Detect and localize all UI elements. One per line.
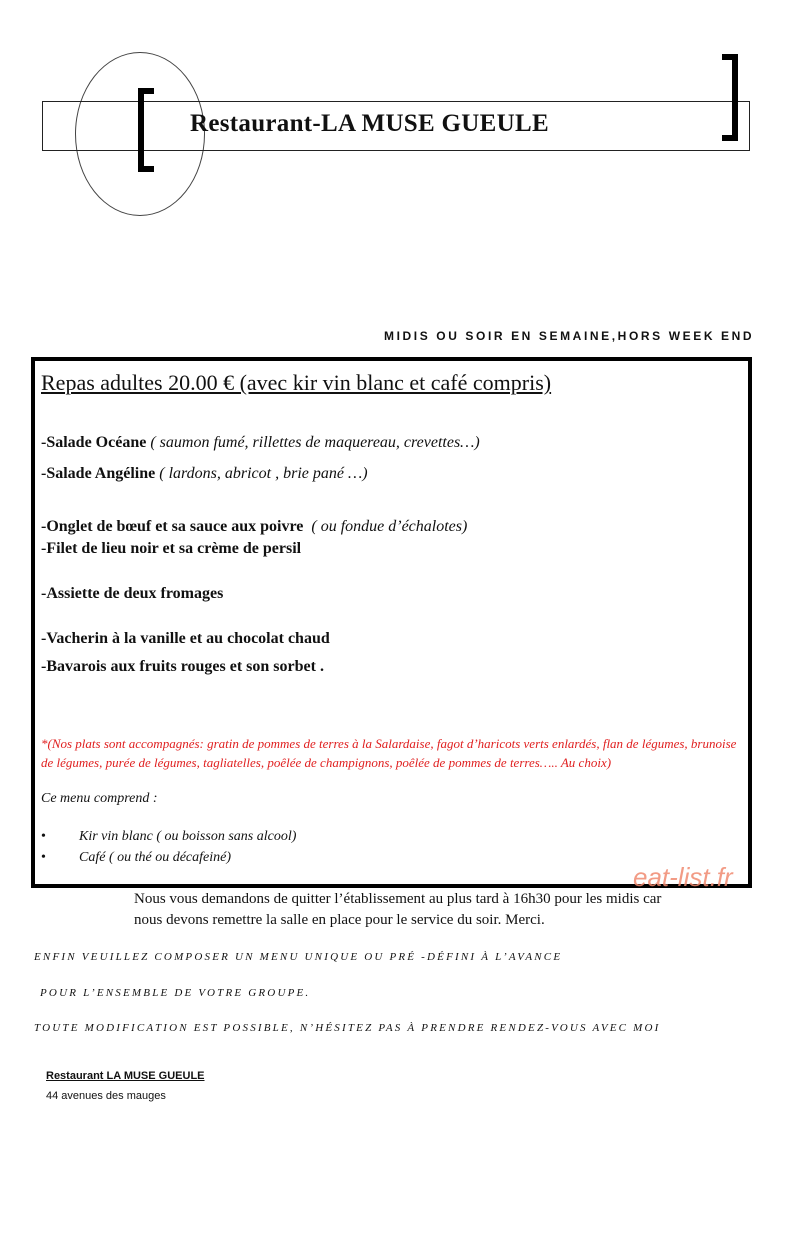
footer-address: 44 avenues des mauges xyxy=(46,1090,166,1102)
includes-label: Ce menu comprend : xyxy=(41,791,158,806)
leave-note: Nous vous demandons de quitter l’établissement au plus tard à 16h30 pour les midis car nous devons remettre la salle en place pour le service du soir. Merci. xyxy=(134,891,662,928)
section-heading: MIDIS OU SOIR EN SEMAINE,HORS WEEK END xyxy=(384,329,755,343)
dish-item xyxy=(41,518,467,536)
dish-description: ( saumon fumé, rillettes de maquereau, crevettes…) xyxy=(150,434,480,451)
bullet-icon: • xyxy=(41,829,46,844)
dish-description: ( lardons, abricot , brie pané …) xyxy=(159,465,368,482)
dish-name: -Filet de lieu noir et sa crème de persil xyxy=(41,540,302,557)
dish-name: -Vacherin à la vanille et au chocolat chaud xyxy=(41,630,330,647)
price-heading: Repas adultes 20.00 € (avec kir vin blanc et café compris) xyxy=(41,370,552,395)
dish-name: -Bavarois aux fruits rouges et son sorbet xyxy=(41,658,316,675)
include-text: Café ( ou thé ou décafeiné) xyxy=(79,850,232,865)
dish-name: -Salade Angéline xyxy=(41,465,156,482)
dish-item xyxy=(41,585,223,603)
dish-item xyxy=(41,434,480,452)
dish-item xyxy=(41,540,301,558)
include-item xyxy=(41,829,296,845)
restaurant-title: Restaurant-LA MUSE GUEULE xyxy=(190,110,549,137)
group-instruction-line: POUR L’ENSEMBLE DE VOTRE GROUPE. xyxy=(40,987,311,999)
dish-name: -Assiette de deux fromages xyxy=(41,585,224,602)
left-bracket-decoration xyxy=(138,88,154,172)
dish-item xyxy=(41,658,324,676)
watermark: eat-list.fr xyxy=(633,862,733,892)
include-text: Kir vin blanc ( ou boisson sans alcool) xyxy=(79,829,297,844)
dish-punctuation: . xyxy=(319,658,324,675)
dish-description: ( ou fondue d’échalotes) xyxy=(311,518,468,535)
bullet-icon: • xyxy=(41,850,46,865)
footer-restaurant-name: Restaurant LA MUSE GUEULE xyxy=(46,1070,205,1082)
dish-name: -Onglet de bœuf et sa sauce aux poivre xyxy=(41,518,304,535)
dish-item xyxy=(41,630,330,648)
dish-item xyxy=(41,465,368,483)
include-item xyxy=(41,850,231,866)
dish-name: -Salade Océane xyxy=(41,434,147,451)
group-instruction-line: TOUTE MODIFICATION EST POSSIBLE, N’HÉSITEZ PAS À PRENDRE RENDEZ-VOUS AVEC MOI xyxy=(34,1022,661,1034)
group-instruction-line: ENFIN VEUILLEZ COMPOSER UN MENU UNIQUE OU PRÉ -DÉFINI À L’AVANCE xyxy=(34,951,563,963)
accompaniment-note: *(Nos plats sont accompagnés: gratin de pommes de terres à la Salardaise, fagot d’haricots verts enlardés, flan de légumes, brunoise de légumes, purée de légumes, tagliatelles, poêlée de champignons, poêlée de pommes de terres….. Au choix) xyxy=(41,736,737,770)
right-bracket-decoration xyxy=(722,54,738,141)
